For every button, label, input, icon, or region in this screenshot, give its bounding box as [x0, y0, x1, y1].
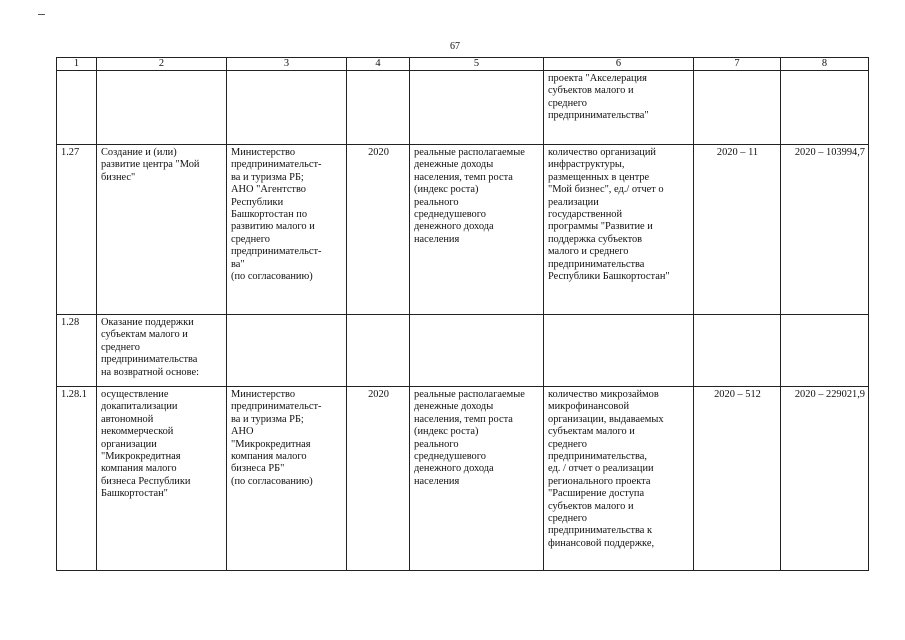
indicator-value-cell	[694, 71, 781, 145]
table-row	[57, 145, 869, 315]
program-table	[56, 57, 869, 571]
column-header: 5	[410, 58, 544, 71]
goal-indicator-cell: реальные располагаемые денежные доходы населения, темп роста (индекс роста) реального среднедушевого денежного дохода населения	[410, 387, 544, 571]
executor-cell	[227, 315, 347, 387]
measure-name-cell: Создание и (или) развитие центра "Мой бизнес"	[97, 145, 227, 315]
funding-cell	[781, 315, 869, 387]
measure-name-cell: Оказание поддержки субъектам малого и среднего предпринимательства на возвратной основе:	[97, 315, 227, 387]
result-indicator-cell: количество микрозаймов микрофинансовой организации, выдаваемых субъектам малого и среднего предпринимательства, ед. / отчет о реализации регионального проекта "Расширение доступа субъектов малого и среднего предпринимательства к финансовой поддержке,	[544, 387, 694, 571]
result-indicator-cell: проекта "Акселерация субъектов малого и среднего предпринимательства"	[544, 71, 694, 145]
period-cell	[347, 71, 410, 145]
column-header: 2	[97, 58, 227, 71]
indicator-value-cell	[694, 315, 781, 387]
executor-cell	[227, 71, 347, 145]
goal-indicator-cell: реальные располагаемые денежные доходы населения, темп роста (индекс роста) реального среднедушевого денежного дохода населения	[410, 145, 544, 315]
funding-cell: 2020 – 103994,7	[781, 145, 869, 315]
item-number-cell	[57, 71, 97, 145]
item-number-cell: 1.28	[57, 315, 97, 387]
item-number-cell: 1.28.1	[57, 387, 97, 571]
page-number: 67	[450, 41, 460, 52]
indicator-value-cell: 2020 – 11	[694, 145, 781, 315]
table-row	[57, 315, 869, 387]
column-header: 1	[57, 58, 97, 71]
period-cell: 2020	[347, 387, 410, 571]
goal-indicator-cell	[410, 71, 544, 145]
column-header: 3	[227, 58, 347, 71]
column-number-row	[57, 58, 869, 71]
measure-name-cell	[97, 71, 227, 145]
column-header: 8	[781, 58, 869, 71]
goal-indicator-cell	[410, 315, 544, 387]
executor-cell: Министерство предпринимательст- ва и туризма РБ; АНО "Агентство Республики Башкортостан по развитию малого и среднего предпринимательст- ва" (по согласованию)	[227, 145, 347, 315]
period-cell: 2020	[347, 145, 410, 315]
column-header: 4	[347, 58, 410, 71]
measure-name-cell: осуществление докапитализации автономной некоммерческой организации "Микрокредитная компания малого бизнеса Республики Башкортостан"	[97, 387, 227, 571]
indicator-value-cell: 2020 – 512	[694, 387, 781, 571]
item-number-cell: 1.27	[57, 145, 97, 315]
funding-cell	[781, 71, 869, 145]
result-indicator-cell	[544, 315, 694, 387]
executor-cell: Министерство предпринимательст- ва и туризма РБ; АНО "Микрокредитная компания малого бизнеса РБ" (по согласованию)	[227, 387, 347, 571]
corner-mark	[38, 14, 45, 15]
table-row	[57, 387, 869, 571]
column-header: 6	[544, 58, 694, 71]
column-header: 7	[694, 58, 781, 71]
table-row	[57, 71, 869, 145]
period-cell	[347, 315, 410, 387]
result-indicator-cell: количество организаций инфраструктуры, размещенных в центре "Мой бизнес", ед./ отчет о реализации государственной программы "Развитие и поддержка субъектов малого и среднего предпринимательства Республики Башкортостан"	[544, 145, 694, 315]
funding-cell: 2020 – 229021,9	[781, 387, 869, 571]
